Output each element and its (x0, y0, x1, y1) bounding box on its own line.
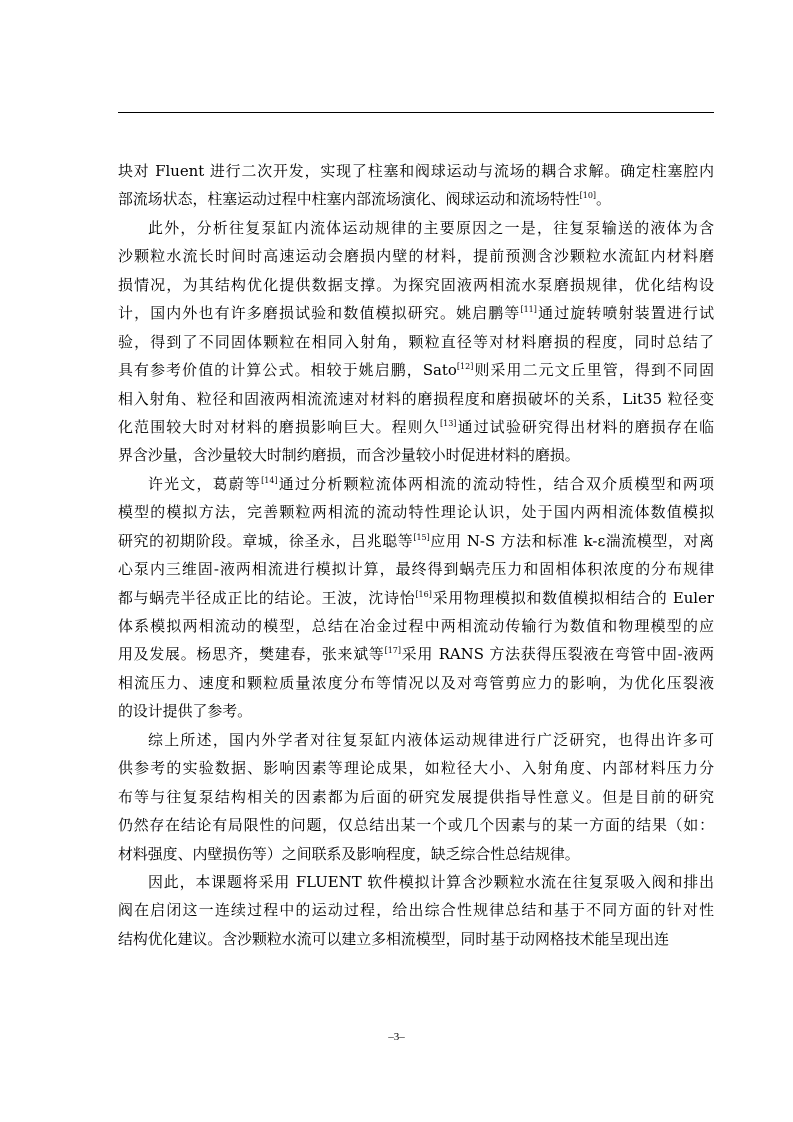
text-run: 化范围较大时对材料的磨损影响巨大。程则久 (118, 417, 440, 436)
text-line (118, 697, 714, 725)
text-line (118, 328, 714, 356)
text-line (118, 470, 714, 498)
citation-ref: [15] (413, 532, 430, 542)
text-line (118, 811, 714, 839)
text-line (118, 271, 714, 299)
text-run: 通过旋转喷射装置进行试 (536, 304, 714, 323)
text-run: 计，国内外也有许多磨损试验和数值模拟研究。姚启鹏等 (118, 304, 521, 323)
text-run: 都与蜗壳半径成正比的结论。王波，沈诗怡 (118, 588, 416, 607)
text-run: 应用 N-S 方法和标准 k-ε湍流模型，对离 (429, 531, 714, 550)
text-run: 综上所述，国内外学者对往复泵缸内液体运动规律进行广泛研究，也得出许多可 (148, 730, 714, 749)
text-run: 许光文，葛蔚等 (148, 474, 262, 493)
text-run: 。 (596, 190, 611, 209)
text-line (118, 413, 714, 441)
text-run: 布等与往复泵结构相关的因素都为后面的研究发展提供指导性意义。但是目前的研究 (118, 787, 714, 806)
body-text (118, 157, 714, 953)
text-run: 界含沙量，含沙量较大时制约磨损，而含沙量较小时促进材料的磨损。 (118, 446, 580, 465)
text-line (118, 242, 714, 270)
paragraph (118, 726, 714, 868)
citation-ref: [16] (415, 589, 432, 599)
text-line (118, 925, 714, 953)
text-run: 损情况，为其结构优化提供数据支撑。为探究固液两相流水泵磨损规律，优化结构设 (118, 275, 714, 294)
text-line (118, 214, 714, 242)
text-run: 相流压力、速度和颗粒质量浓度分布等情况以及对弯管剪应力的影响，为优化压裂液 (118, 673, 714, 692)
text-line (118, 640, 714, 668)
text-line (118, 896, 714, 924)
text-run: 沙颗粒水流长时间时高速运动会磨损内壁的材料，提前预测含沙颗粒水流缸内材料磨 (118, 247, 714, 266)
text-line (118, 356, 714, 384)
text-line (118, 299, 714, 327)
citation-ref: [10] (579, 191, 597, 201)
text-line (118, 584, 714, 612)
paragraph (118, 157, 714, 214)
text-line (118, 754, 714, 782)
page-number: –3– (388, 1031, 405, 1043)
text-run: 部流场状态，柱塞运动过程中柱塞内部流场演化、阀球运动和流场特性 (118, 190, 580, 209)
text-line (118, 555, 714, 583)
text-run: 采用 RANS 方法获得压裂液在弯管中固-液两 (401, 645, 714, 664)
text-run: 的设计提供了参考。 (118, 702, 253, 721)
text-line (118, 840, 714, 868)
text-run: 仍然存在结论有局限性的问题，仅总结出某一个或几个因素与的某一方面的结果（如： (118, 816, 714, 835)
text-line (118, 783, 714, 811)
text-line (118, 669, 714, 697)
text-run: 通过分析颗粒流体两相流的流动特性，结合双介质模型和两项 (277, 474, 714, 493)
text-run: 供参考的实验数据、影响因素等理论成果，如粒径大小、入射角度、内部材料压力分 (118, 759, 714, 778)
text-run: 因此，本课题将采用 FLUENT 软件模拟计算含沙颗粒水流在往复泵吸入阀和排出 (148, 872, 714, 891)
text-run: 用及发展。杨思齐，樊建春，张来斌等 (118, 645, 385, 664)
text-line (118, 612, 714, 640)
citation-ref: [12] (456, 362, 474, 372)
text-run: 通过试验研究得出材料的磨损存在临 (456, 417, 714, 436)
text-run: 模型的模拟方法，完善颗粒两相流的流动特性理论认识，处于国内两相流体数值模拟 (118, 503, 714, 522)
text-line (118, 441, 714, 469)
citation-ref: [17] (384, 646, 402, 656)
citation-ref: [13] (439, 418, 457, 428)
text-line (118, 157, 714, 185)
text-line (118, 385, 714, 413)
text-line (118, 498, 714, 526)
citation-ref: [11] (520, 305, 537, 315)
text-run: 研究的初期阶段。章城，徐圣永，吕兆聪等 (118, 531, 414, 550)
text-line (118, 185, 714, 213)
paragraph (118, 214, 714, 470)
text-run: 此外，分析往复泵缸内流体运动规律的主要原因之一是，往复泵输送的液体为含 (148, 218, 714, 237)
header-rule (118, 112, 714, 113)
text-line (118, 527, 714, 555)
text-line (118, 726, 714, 754)
text-run: 结构优化建议。含沙颗粒水流可以建立多相流模型，同时基于动网格技术能呈现出连 (118, 929, 669, 948)
text-run: 材料强度、内壁损伤等）之间联系及影响程度，缺乏综合性总结规律。 (118, 844, 580, 863)
text-run: 体系模拟两相流动的模型，总结在冶金过程中两相流动传输行为数值和物理模型的应 (118, 617, 714, 635)
text-run: 则采用二元文丘里管，得到不同固 (473, 361, 714, 380)
text-line (118, 868, 714, 896)
citation-ref: [14] (261, 475, 278, 485)
text-run: 心泵内三维固-液两相流进行模拟计算，最终得到蜗壳压力和固相体积浓度的分布规律 (118, 560, 714, 579)
text-run: 相入射角、粒径和固液两相流流速对材料的磨损程度和磨损破坏的关系，Lit35 粒径变 (118, 389, 714, 408)
text-run: 验，得到了不同固体颗粒在相同入射角，颗粒直径等对材料磨损的程度，同时总结了 (118, 332, 714, 351)
paragraph (118, 868, 714, 953)
text-run: 具有参考价值的计算公式。相较于姚启鹏，Sato (118, 361, 457, 380)
paragraph (118, 470, 714, 726)
text-run: 块对 Fluent 进行二次开发，实现了柱塞和阀球运动与流场的耦合求解。确定柱塞腔内 (118, 162, 714, 180)
text-run: 阀在启闭这一连续过程中的运动过程，给出综合性规律总结和基于不同方面的针对性 (118, 901, 714, 920)
text-run: 采用物理模拟和数值模拟相结合的 Euler (431, 588, 714, 607)
